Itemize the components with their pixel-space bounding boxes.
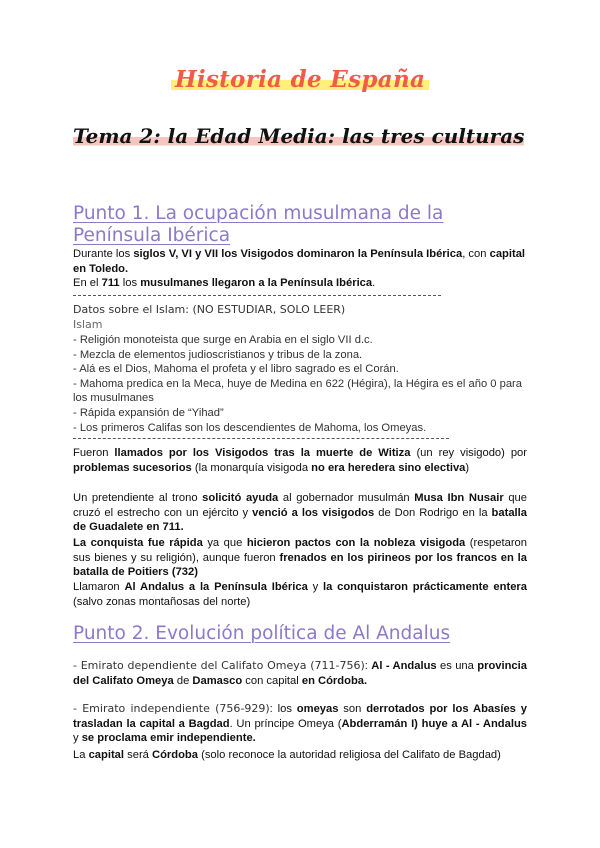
bold-run: en Córdoba. xyxy=(301,674,368,687)
text-run: La xyxy=(73,749,89,761)
text-run: - Emirato independiente (756-929) xyxy=(73,702,270,715)
islam-label xyxy=(73,318,527,333)
text-run: Durante los xyxy=(73,248,134,260)
text-run: será xyxy=(124,749,152,761)
list-item: - Mahoma predica en la Meca, huye de Medina en 622 (Hégira), la Hégira es el año 0 para los musulmanes xyxy=(73,377,522,405)
text-run: (respetaron sus bienes y su religión), aunque fueron xyxy=(73,537,527,564)
punto2-heading xyxy=(73,623,450,645)
text-run: . Un príncipe Omeya ( xyxy=(229,717,342,730)
punto1-heading-text: Punto 1. La ocupación musulmana de la Península Ibérica xyxy=(73,203,444,246)
page-title xyxy=(0,66,600,93)
page-title-text: Historia de España xyxy=(171,66,429,93)
text-run: : xyxy=(364,660,372,672)
punto1-paragraph-6 xyxy=(73,580,527,609)
emirato-independiente xyxy=(73,702,527,746)
bold-run: no era heredera sino electiva xyxy=(311,461,466,474)
text-run: , con xyxy=(462,248,490,260)
tema-heading-text: Tema 2: la Edad Media: las tres culturas xyxy=(73,124,525,148)
text-run: de xyxy=(173,674,193,687)
capital-cordoba xyxy=(73,748,527,763)
text-run: y xyxy=(73,732,82,745)
text-run: . xyxy=(372,277,376,289)
datos-islam-title-text: Datos sobre el Islam: (NO ESTUDIAR, SOLO LEER) xyxy=(73,303,346,316)
emirato-dependiente xyxy=(73,659,527,688)
text-run: con capital xyxy=(242,674,302,687)
text-run: son xyxy=(338,703,367,715)
bold-run: derrotados por los Abasíes y trasladan la capital a Bagdad xyxy=(73,703,527,730)
text-run: y xyxy=(307,581,323,593)
bold-run: omeyas xyxy=(296,703,339,715)
bold-run: Musa Ibn Nusair xyxy=(414,492,504,504)
bold-run: venció a los visigodos xyxy=(252,506,375,519)
text-run: - Emirato dependiente del Califato Omeya (711-756) xyxy=(73,659,365,672)
islam-list xyxy=(73,333,527,435)
bold-run: problemas sucesorios xyxy=(73,461,192,474)
bold-run: 711 xyxy=(101,277,120,289)
text-run: al gobernador musulmán xyxy=(278,492,415,504)
text-run: : los xyxy=(269,703,297,715)
bold-run: Al Andalus a la Península Ibérica xyxy=(124,581,308,593)
text-run: ) xyxy=(465,461,470,474)
list-item: - Alá es el Dios, Mahoma el profeta y el libro sagrado es el Corán. xyxy=(73,363,399,376)
bold-run: la conquistaron prácticamente entera xyxy=(322,581,527,593)
text-run: (la monarquía visigoda xyxy=(191,461,312,474)
text-run: los xyxy=(119,277,141,289)
text-run: En el xyxy=(73,277,102,289)
text-run: (salvo zonas montañosas del norte) xyxy=(73,595,251,608)
text-run: Llamaron xyxy=(73,581,125,593)
bold-run: hicieron pactos con la nobleza visigoda xyxy=(246,537,466,549)
bold-run: Al - Andalus xyxy=(371,660,437,672)
separator-line xyxy=(73,295,441,296)
bold-run: batalla de Guadalete en 711. xyxy=(73,506,527,534)
separator-line xyxy=(73,438,449,439)
bold-run: capital en Toledo. xyxy=(73,248,526,275)
bold-run: Córdoba xyxy=(152,749,198,761)
bold-run: llamados por los Visigodos tras la muerte de Witiza xyxy=(114,447,411,459)
punto1-paragraph-5 xyxy=(73,536,527,580)
bold-run: La conquista fue rápida xyxy=(73,537,203,549)
text-run: Un pretendiente al trono xyxy=(73,492,203,504)
bold-run: musulmanes llegaron a la Península Ibérica xyxy=(140,277,373,289)
datos-islam-title xyxy=(73,303,527,318)
punto1-paragraph-4 xyxy=(73,491,527,535)
text-run: de Don Rodrigo en la xyxy=(374,506,492,519)
list-item: - Rápida expansión de “Yihad” xyxy=(73,406,224,419)
bold-run: Abderramán I) huye a Al - Andalus xyxy=(341,717,527,730)
tema-heading xyxy=(73,124,533,148)
bold-run: se proclama emir independiente. xyxy=(81,732,256,745)
bold-run: provincia del Califato Omeya xyxy=(73,660,527,687)
islam-label-text: Islam xyxy=(73,318,103,331)
list-item: - Los primeros Califas son los descendientes de Mahoma, los Omeyas. xyxy=(73,421,427,434)
text-run: es una xyxy=(436,660,478,672)
punto2-heading-text: Punto 2. Evolución política de Al Andalus xyxy=(73,623,451,644)
punto1-paragraph-1 xyxy=(73,247,527,276)
text-run: que cruzó el estrecho con un ejército y xyxy=(73,492,527,519)
bold-run: capital xyxy=(88,749,125,761)
text-run: ya que xyxy=(202,537,247,549)
punto1-paragraph-3 xyxy=(73,446,527,475)
bold-run: solicitó ayuda xyxy=(202,492,279,504)
punto1-paragraph-2 xyxy=(73,276,527,291)
list-item: - Religión monoteista que surge en Arabia en el siglo VII d.c. xyxy=(73,334,373,346)
text-run: (un rey visigodo) por xyxy=(410,447,527,459)
list-item: - Mezcla de elementos judioscristianos y tribus de la zona. xyxy=(73,348,363,361)
bold-run: siglos V, VI y VII los Visigodos dominaron la Península Ibérica xyxy=(133,248,463,260)
text-run: Fueron xyxy=(73,447,115,459)
punto1-heading xyxy=(73,203,533,247)
bold-run: Damasco xyxy=(192,674,243,687)
bold-run: frenados en los pirineos por los francos en la batalla de Poitiers (732) xyxy=(73,551,527,579)
text-run: (solo reconoce la autoridad religiosa del Califato de Bagdad) xyxy=(198,749,501,761)
